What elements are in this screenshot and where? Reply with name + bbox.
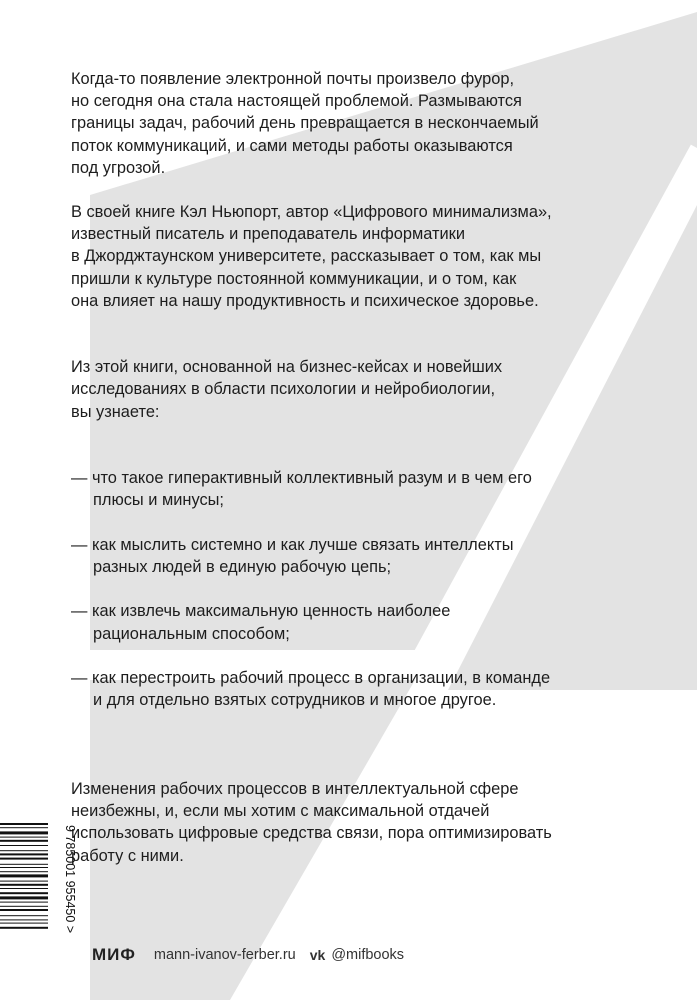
paragraph-learn-block (71, 334, 671, 756)
barcode-bar (0, 915, 48, 916)
paragraph-author: В своей книге Кэл Ньюпорт, автор «Цифрового минимализма», известный писатель и преподаватель информатики в Джорджтаунском университете, рассказывает о том, как мы пришли к культуре постоянной коммуникации, и о том, как она влияет на нашу продуктивность и психическое здоровье. (71, 203, 552, 310)
barcode-bar (0, 919, 48, 920)
barcode-bar (0, 923, 48, 924)
paragraph-conclusion: Изменения рабочих процессов в интеллектуальной сфере неизбежны, и, если мы хотим с максимальной отдачей использовать цифровые средства связи, пора оптимизировать работу с ними. (71, 779, 552, 865)
barcode-bar (0, 896, 48, 899)
barcode-bar (0, 850, 48, 851)
barcode-bar (0, 858, 48, 860)
barcode-bar (0, 927, 48, 929)
barcode-bar (0, 909, 48, 911)
publisher-logo: МИФ (92, 945, 136, 964)
barcode-bar (0, 823, 48, 825)
list-item: — как мыслить системно и как лучше связать интеллекты разных людей в единую рабочую цепь; (71, 535, 514, 577)
barcode-bar (0, 906, 48, 907)
barcode-bar (0, 871, 48, 872)
learn-list (71, 445, 671, 734)
barcode-bar (0, 902, 48, 903)
list-item: — как перестроить рабочий процесс в организации, в команде и для отдельно взятых сотрудников и многое другое. (71, 669, 551, 710)
barcode-bar (0, 892, 48, 894)
paragraph-learn-lead: Из этой книги, основанной на бизнес-кейсах и новейших исследованиях в области психологии и нейробиологии, вы узнаете: (71, 358, 503, 421)
list-item: — как извлечь максимальную ценность наиболее рациональным способом; (71, 602, 451, 643)
list-item: — что такое гиперактивный коллективный разум и в чем его плюсы и минусы; (71, 469, 532, 510)
barcode-number (52, 823, 77, 983)
vk-icon[interactable]: vk (309, 947, 326, 963)
barcode-bar (0, 831, 48, 834)
barcode-bar (0, 853, 48, 855)
barcode-bar (0, 888, 48, 889)
barcode-bar (0, 837, 48, 838)
barcode-bar (0, 884, 48, 886)
barcode-bar (0, 827, 48, 828)
barcode-bar (0, 864, 48, 865)
barcode-bar (0, 845, 48, 846)
social-handle[interactable]: @mifbooks (331, 947, 405, 963)
footer (92, 943, 404, 967)
barcode-bar (0, 840, 48, 842)
paragraph-intro: Когда-то появление электронной почты произвело фурор, но сегодня она стала настоящей проблемой. Размываются границы задач, рабочий день превращается в нескончаемый поток коммуникаций, и сами методы работы оказываются под угрозой. (71, 70, 539, 177)
barcode-bar (0, 881, 48, 882)
barcode-bar (0, 874, 48, 877)
barcode-bar (0, 867, 48, 868)
barcode-digits-text: 9 785001 955450 > (63, 825, 77, 934)
description-text (71, 68, 671, 867)
publisher-website[interactable]: mann-ivanov-ferber.ru (153, 947, 296, 963)
